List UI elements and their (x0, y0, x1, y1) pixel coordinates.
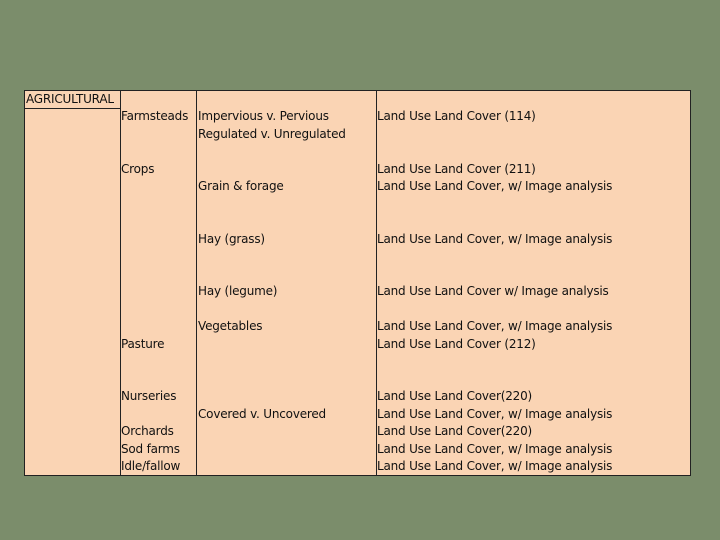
source-text: Land Use Land Cover (212) (377, 337, 536, 351)
type-orchards: Orchards (121, 424, 174, 438)
source-text: Land Use Land Cover, w/ Image analysis (377, 407, 613, 421)
source-text: Land Use Land Cover, w/ Image analysis (377, 459, 613, 473)
attr-impervious: Impervious v. Pervious (198, 109, 329, 123)
attr-covered: Covered v. Uncovered (198, 407, 326, 421)
source-text: Land Use Land Cover, w/ Image analysis (377, 442, 613, 456)
source-text: Land Use Land Cover (114) (377, 109, 536, 123)
source-text: Land Use Land Cover, w/ Image analysis (377, 179, 613, 193)
source-text: Land Use Land Cover(220) (377, 389, 532, 403)
attr-hay-grass: Hay (grass) (198, 232, 265, 246)
type-sod-farms: Sod farms (121, 442, 180, 456)
source-text: Land Use Land Cover, w/ Image analysis (377, 319, 613, 333)
attr-hay-legume: Hay (legume) (198, 284, 278, 298)
attr-grain-forage: Grain & forage (198, 179, 284, 193)
category-label: AGRICULTURAL (26, 92, 114, 106)
attr-regulated: Regulated v. Unregulated (198, 127, 346, 141)
column-divider (196, 91, 197, 475)
type-idle-fallow: Idle/fallow (121, 459, 181, 473)
column-divider (120, 91, 121, 475)
type-pasture: Pasture (121, 337, 165, 351)
type-nurseries: Nurseries (121, 389, 177, 403)
source-text: Land Use Land Cover(220) (377, 424, 532, 438)
type-farmsteads: Farmsteads (121, 109, 189, 123)
type-crops: Crops (121, 162, 155, 176)
land-use-table (24, 90, 691, 476)
attr-vegetables: Vegetables (198, 319, 263, 333)
source-text: Land Use Land Cover w/ Image analysis (377, 284, 609, 298)
source-text: Land Use Land Cover, w/ Image analysis (377, 232, 613, 246)
source-text: Land Use Land Cover (211) (377, 162, 536, 176)
